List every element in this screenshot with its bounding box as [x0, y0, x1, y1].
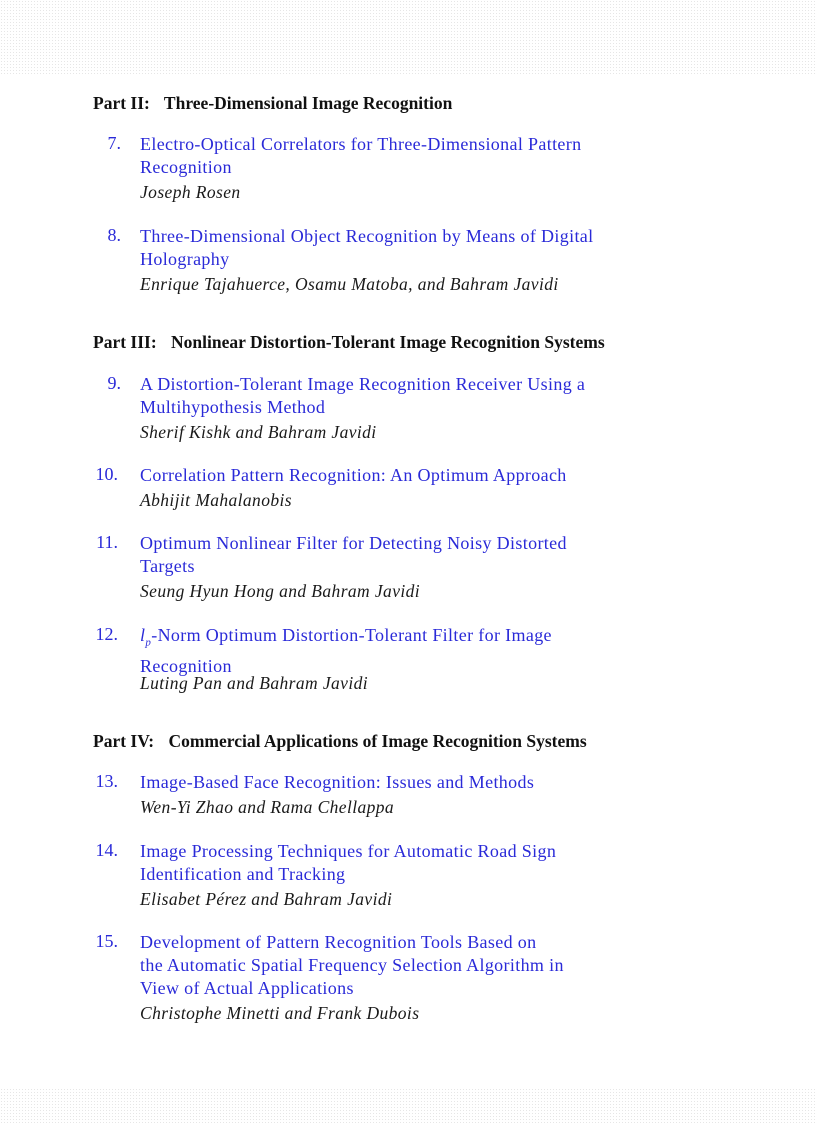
chapter-title-line: Recognition — [140, 157, 232, 177]
chapter-title-link[interactable] — [140, 532, 700, 578]
part-heading — [93, 93, 452, 114]
chapter-number: 14. — [95, 840, 118, 860]
chapter-number: 12. — [95, 624, 118, 644]
footer-noise-band — [0, 1088, 816, 1123]
chapter-title-link[interactable] — [140, 225, 700, 271]
part-label: Part II: — [93, 93, 150, 113]
chapter-title-line: Holography — [140, 249, 230, 269]
chapter-title-line: Multihypothesis Method — [140, 397, 326, 417]
part-label: Part III: — [93, 332, 157, 352]
part-heading — [93, 731, 587, 752]
chapter-title-line: the Automatic Spatial Frequency Selection Algorithm in — [140, 955, 564, 975]
chapter-authors: Enrique Tajahuerce, Osamu Matoba, and Bahram Javidi — [140, 274, 559, 294]
chapter-title-link[interactable] — [140, 840, 700, 886]
chapter-title-link[interactable] — [140, 624, 700, 678]
chapter-title-line: Optimum Nonlinear Filter for Detecting Noisy Distorted — [140, 533, 567, 553]
lp-norm-symbol: $l_p$ — [140, 625, 152, 649]
chapter-title-link[interactable] — [140, 464, 700, 487]
part-label: Part IV: — [93, 731, 155, 751]
chapter-number: 15. — [95, 931, 118, 951]
chapter-title-line: Correlation Pattern Recognition: An Optimum Approach — [140, 465, 567, 485]
chapter-authors: Sherif Kishk and Bahram Javidi — [140, 422, 377, 442]
chapter-title-link[interactable] — [140, 373, 700, 419]
chapter-title-line: $l_p$-Norm Optimum Distortion-Tolerant Filter for Image — [140, 625, 552, 649]
chapter-authors: Wen-Yi Zhao and Rama Chellappa — [140, 797, 395, 817]
chapter-title-link[interactable] — [140, 133, 700, 179]
chapter-title-line: View of Actual Applications — [140, 978, 354, 998]
chapter-number: 13. — [95, 771, 118, 791]
chapter-authors: Luting Pan and Bahram Javidi — [140, 673, 368, 693]
chapter-number: 7. — [107, 133, 121, 153]
chapter-title-line: A Distortion-Tolerant Image Recognition Receiver Using a — [140, 374, 586, 394]
chapter-authors: Christophe Minetti and Frank Dubois — [140, 1003, 420, 1023]
chapter-number: 10. — [95, 464, 118, 484]
part-title: Three-Dimensional Image Recognition — [163, 93, 453, 113]
part-heading — [93, 332, 605, 353]
chapter-authors: Elisabet Pérez and Bahram Javidi — [140, 889, 393, 909]
chapter-number: 11. — [96, 532, 118, 552]
chapter-title-line: Image Processing Techniques for Automatic Road Sign — [140, 841, 557, 861]
chapter-title-line: Identification and Tracking — [140, 864, 346, 884]
chapter-number: 8. — [107, 225, 121, 245]
chapter-number: 9. — [107, 373, 121, 393]
chapter-authors: Seung Hyun Hong and Bahram Javidi — [140, 581, 421, 601]
chapter-authors: Abhijit Mahalanobis — [140, 490, 292, 510]
chapter-title-line: Targets — [140, 556, 195, 576]
part-title: Commercial Applications of Image Recognition Systems — [168, 731, 587, 751]
chapter-title-line: Electro-Optical Correlators for Three-Dimensional Pattern — [140, 134, 582, 154]
chapter-title-line: Image-Based Face Recognition: Issues and Methods — [140, 772, 535, 792]
chapter-title-link[interactable] — [140, 771, 700, 794]
chapter-title-line: Development of Pattern Recognition Tools Based on — [140, 932, 537, 952]
header-noise-band — [0, 0, 816, 74]
chapter-title-link[interactable] — [140, 931, 700, 1000]
chapter-title-line: Recognition — [140, 655, 232, 676]
chapter-authors: Joseph Rosen — [140, 182, 241, 202]
part-title: Nonlinear Distortion-Tolerant Image Recognition Systems — [171, 332, 605, 352]
chapter-title-line: Three-Dimensional Object Recognition by Means of Digital — [140, 226, 594, 246]
